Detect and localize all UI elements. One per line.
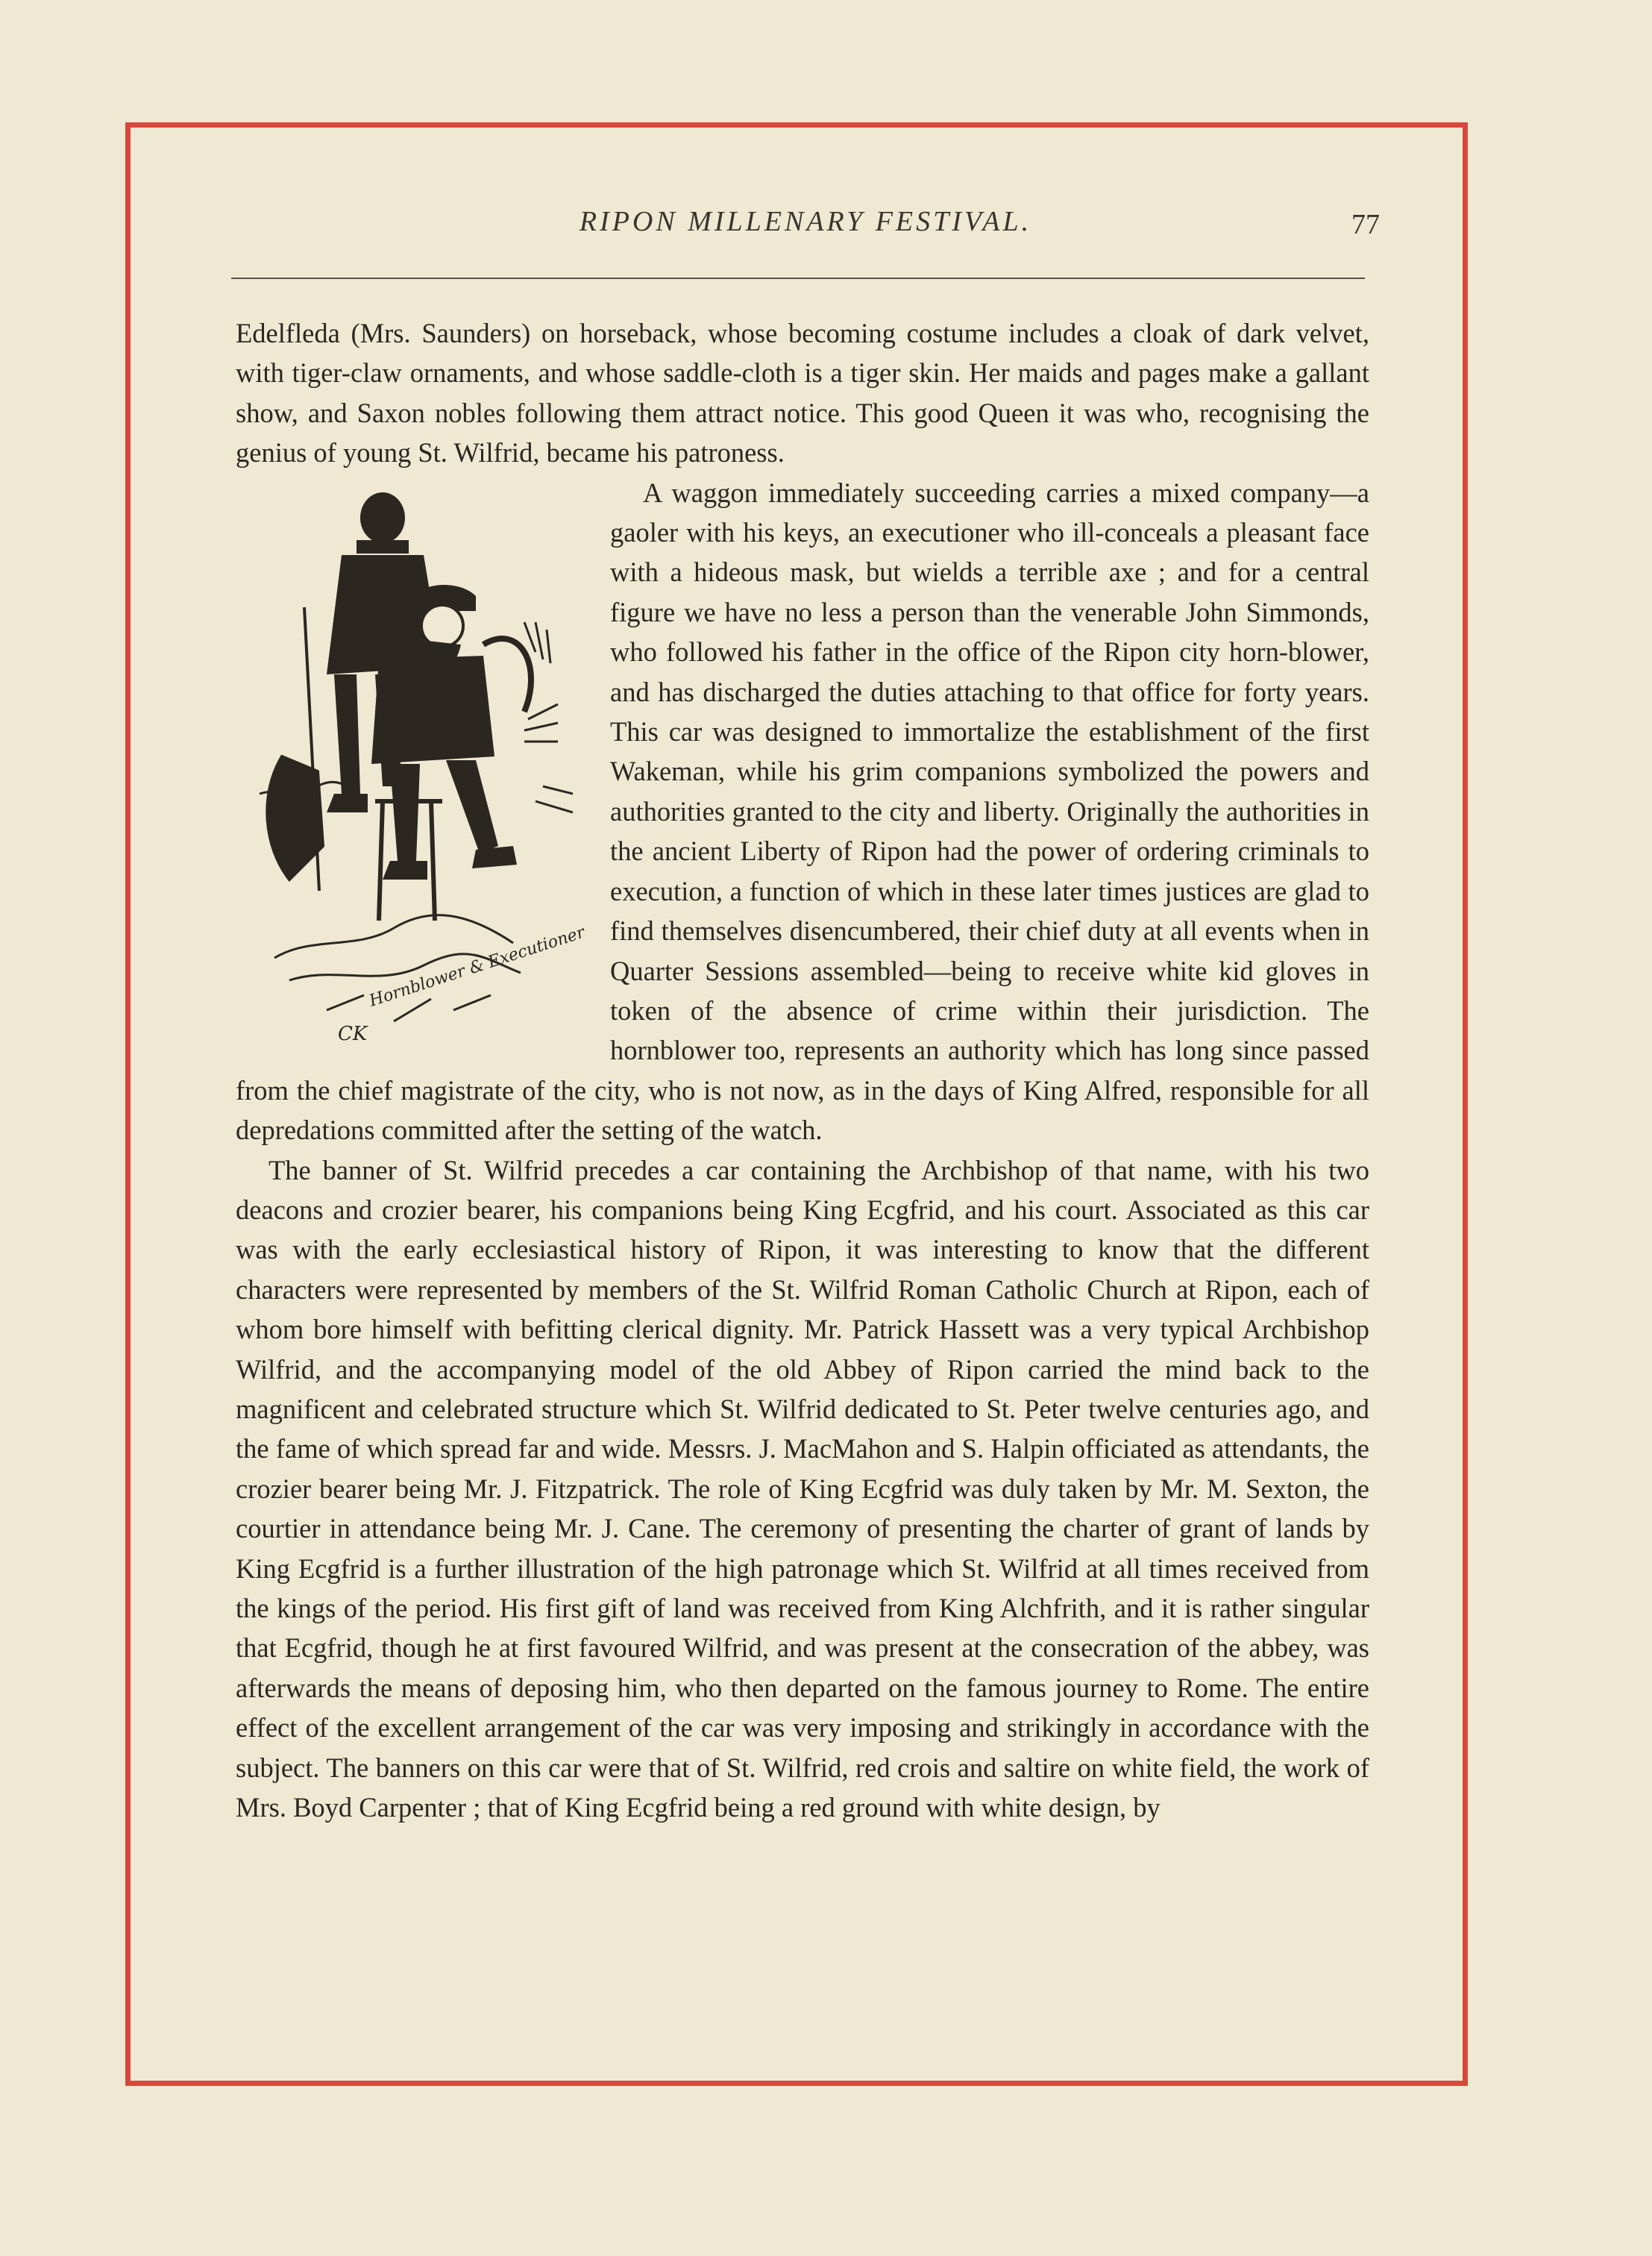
page-number: 77	[1351, 209, 1380, 240]
running-title: RIPON MILLENARY FESTIVAL.	[579, 206, 1032, 237]
header-rule	[231, 278, 1365, 279]
gaoler-hornblower-engraving-icon	[230, 473, 603, 1051]
paragraph-2: A waggon immediately succeeding carries a mixed company—a gaoler with his keys, an executioner who ill-conceals a pleasant face with a hideous mask, but wields a terrible axe ; and for a central figure we have no less a person than the venerable John Simmonds, who followed his father in the office of the Ripon city horn-blower, and has discharged the duties attaching to that office for forty years. This car was designed to immortalize the establishment of the first Wakeman, while his grim companions symbolized the powers and authorities granted to the city and liberty. Originally the authorities in the ancient Liberty of Ripon had the power of ordering criminals to execution, a function of which in these later times justices are glad to find themselves disencumbered, their chief duty at all events when in Quarter Sessions assembled—being to receive white kid gloves in token of the absence of crime within their jurisdiction. The hornblower too, represents an authority which has long since passed from the chief magistrate of the city, who is not now, as in the days of King Alfred, responsible for all depredations committed after the setting of the watch.	[236, 477, 1369, 1146]
running-head	[231, 205, 1380, 265]
illustrator-initials: CK	[338, 1022, 368, 1045]
illustration-caption: Hornblower & Executioner	[367, 923, 588, 1011]
engraving-illustration	[230, 473, 603, 1051]
paragraph-3: The banner of St. Wilfrid precedes a car containing the Archbishop of that name, with his two deacons and crozier bearer, his companions being King Ecgfrid, and his court. Associated as this car was with the early ecclesiastical history of Ripon, it was interesting to know that the different characters were represented by members of the St. Wilfrid Roman Catholic Church at Ripon, each of whom bore himself with befitting clerical dignity. Mr. Patrick Hassett was a very typical Archbishop Wilfrid, and the accompanying model of the old Abbey of Ripon carried the mind back to the magnificent and celebrated structure which St. Wilfrid dedicated to St. Peter twelve centuries ago, and the fame of which spread far and wide. Messrs. J. MacMahon and S. Halpin officiated as attendants, the crozier bearer being Mr. J. Fitzpatrick. The role of King Ecgfrid was duly taken by Mr. M. Sexton, the courtier in attendance being Mr. J. Cane. The ceremony of presenting the charter of grant of lands by King Ecgfrid is a further illustration of the high patronage which St. Wilfrid at all times received from the kings of the period. His first gift of land was received from King Alchfrith, and it is rather singular that Ecgfrid, though he at first favoured Wilfrid, and was present at the consecration of the abbey, was afterwards the means of deposing him, who then departed on the famous journey to Rome. The entire effect of the excellent arrangement of the car was very imposing and strikingly in accordance with the subject. The banners on this car were that of St. Wilfrid, red crois and saltire on white field, the work of Mrs. Boyd Carpenter ; that of King Ecgfrid being a red ground with white design, by	[236, 1154, 1369, 1823]
body-text	[236, 313, 1369, 1827]
paragraph-1: Edelfleda (Mrs. Saunders) on horseback, whose becoming costume includes a cloak of dark velvet, with tiger-claw ornaments, and whose saddle-cloth is a tiger skin. Her maids and pages make a gallant show, and Saxon nobles following them attract notice. This good Queen it was who, recognising the genius of young St. Wilfrid, became his patroness.	[236, 318, 1369, 469]
